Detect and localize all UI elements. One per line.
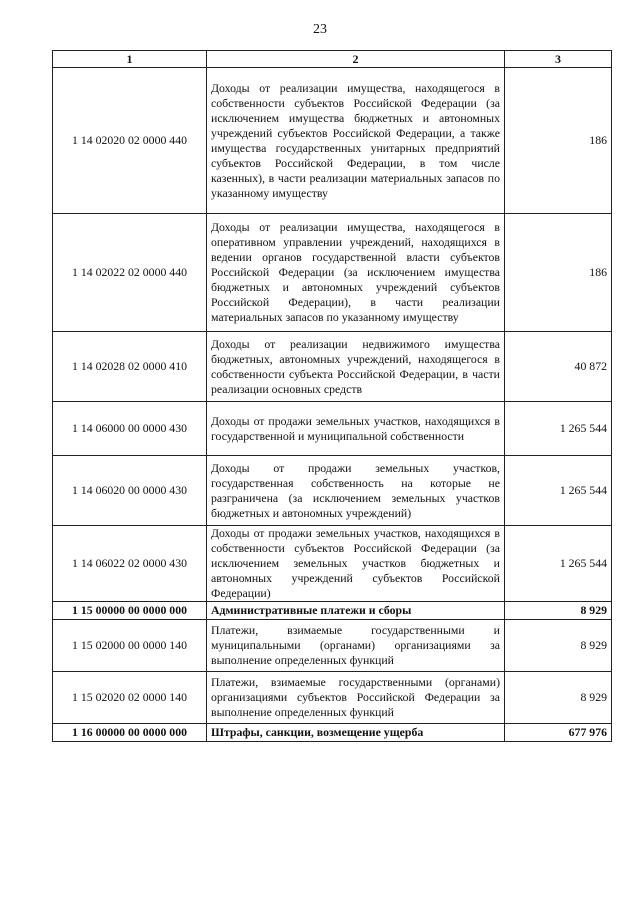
budget-code-cell: 1 14 02020 02 0000 440 [53, 68, 207, 214]
budget-code-cell: 1 14 06022 02 0000 430 [53, 526, 207, 602]
amount-cell: 1 265 544 [505, 456, 612, 526]
revenue-name-cell: Доходы от реализации имущества, находящегося в оперативном управлении учреждений, находящихся в ведении органов государственной власти субъектов Российской Федерации (за исключением имущества бюджетных и автономных учреждений субъектов Российской Федерации), в части реализации материальных запасов по указанному имуществу [207, 214, 505, 332]
amount-cell: 40 872 [505, 332, 612, 402]
amount-cell: 8 929 [505, 672, 612, 724]
revenue-name-cell: Доходы от продажи земельных участков, государственная собственность на которые не разграничена (за исключением земельных участков бюджетных и автономных учреждений) [207, 456, 505, 526]
table-row [53, 402, 612, 456]
budget-code-cell: 1 15 02000 00 0000 140 [53, 620, 207, 672]
revenue-name-cell: Платежи, взимаемые государственными и муниципальными (органами) организациями за выполнение определенных функций [207, 620, 505, 672]
table-row [53, 214, 612, 332]
revenue-name-cell: Доходы от продажи земельных участков, находящихся в собственности субъектов Российской Федерации (за исключением земельных участков бюджетных и автономных учреждений субъектов Российской Федерации) [207, 526, 505, 602]
page-number: 23 [313, 22, 327, 37]
table-row [53, 724, 612, 742]
table-body [53, 68, 612, 742]
budget-code-cell: 1 15 02020 02 0000 140 [53, 672, 207, 724]
budget-revenue-table [52, 50, 612, 742]
revenue-name-cell: Штрафы, санкции, возмещение ущерба [207, 724, 505, 742]
amount-cell: 677 976 [505, 724, 612, 742]
amount-cell: 1 265 544 [505, 526, 612, 602]
table-header-row [53, 51, 612, 68]
revenue-name-cell: Платежи, взимаемые государственными (органами) организациями субъектов Российской Федерации за выполнение определенных функций [207, 672, 505, 724]
amount-cell: 186 [505, 68, 612, 214]
budget-code-cell: 1 14 06000 00 0000 430 [53, 402, 207, 456]
budget-code-cell: 1 14 02022 02 0000 440 [53, 214, 207, 332]
amount-cell: 186 [505, 214, 612, 332]
amount-cell: 8 929 [505, 602, 612, 620]
amount-cell: 1 265 544 [505, 402, 612, 456]
table-row [53, 456, 612, 526]
table-row [53, 620, 612, 672]
table-row [53, 672, 612, 724]
budget-code-cell: 1 15 00000 00 0000 000 [53, 602, 207, 620]
table-row [53, 602, 612, 620]
budget-code-cell: 1 14 06020 00 0000 430 [53, 456, 207, 526]
table-row [53, 332, 612, 402]
budget-code-cell: 1 16 00000 00 0000 000 [53, 724, 207, 742]
column-header-amount: 3 [505, 51, 612, 68]
revenue-name-cell: Доходы от реализации недвижимого имущества бюджетных, автономных учреждений, находящегося в собственности субъекта Российской Федерации, в части реализации основных средств [207, 332, 505, 402]
column-header-code: 1 [53, 51, 207, 68]
amount-cell: 8 929 [505, 620, 612, 672]
revenue-name-cell: Доходы от продажи земельных участков, находящихся в государственной и муниципальной собственности [207, 402, 505, 456]
revenue-name-cell: Доходы от реализации имущества, находящегося в собственности субъектов Российской Федерации (за исключением имущества бюджетных и автономных учреждений субъектов Российской Федерации, а также имущества государственных унитарных предприятий субъектов Российской Федерации, в том числе казенных), в части реализации материальных запасов по указанному имуществу [207, 68, 505, 214]
budget-code-cell: 1 14 02028 02 0000 410 [53, 332, 207, 402]
column-header-name: 2 [207, 51, 505, 68]
table-row [53, 68, 612, 214]
revenue-name-cell: Административные платежи и сборы [207, 602, 505, 620]
table-row [53, 526, 612, 602]
